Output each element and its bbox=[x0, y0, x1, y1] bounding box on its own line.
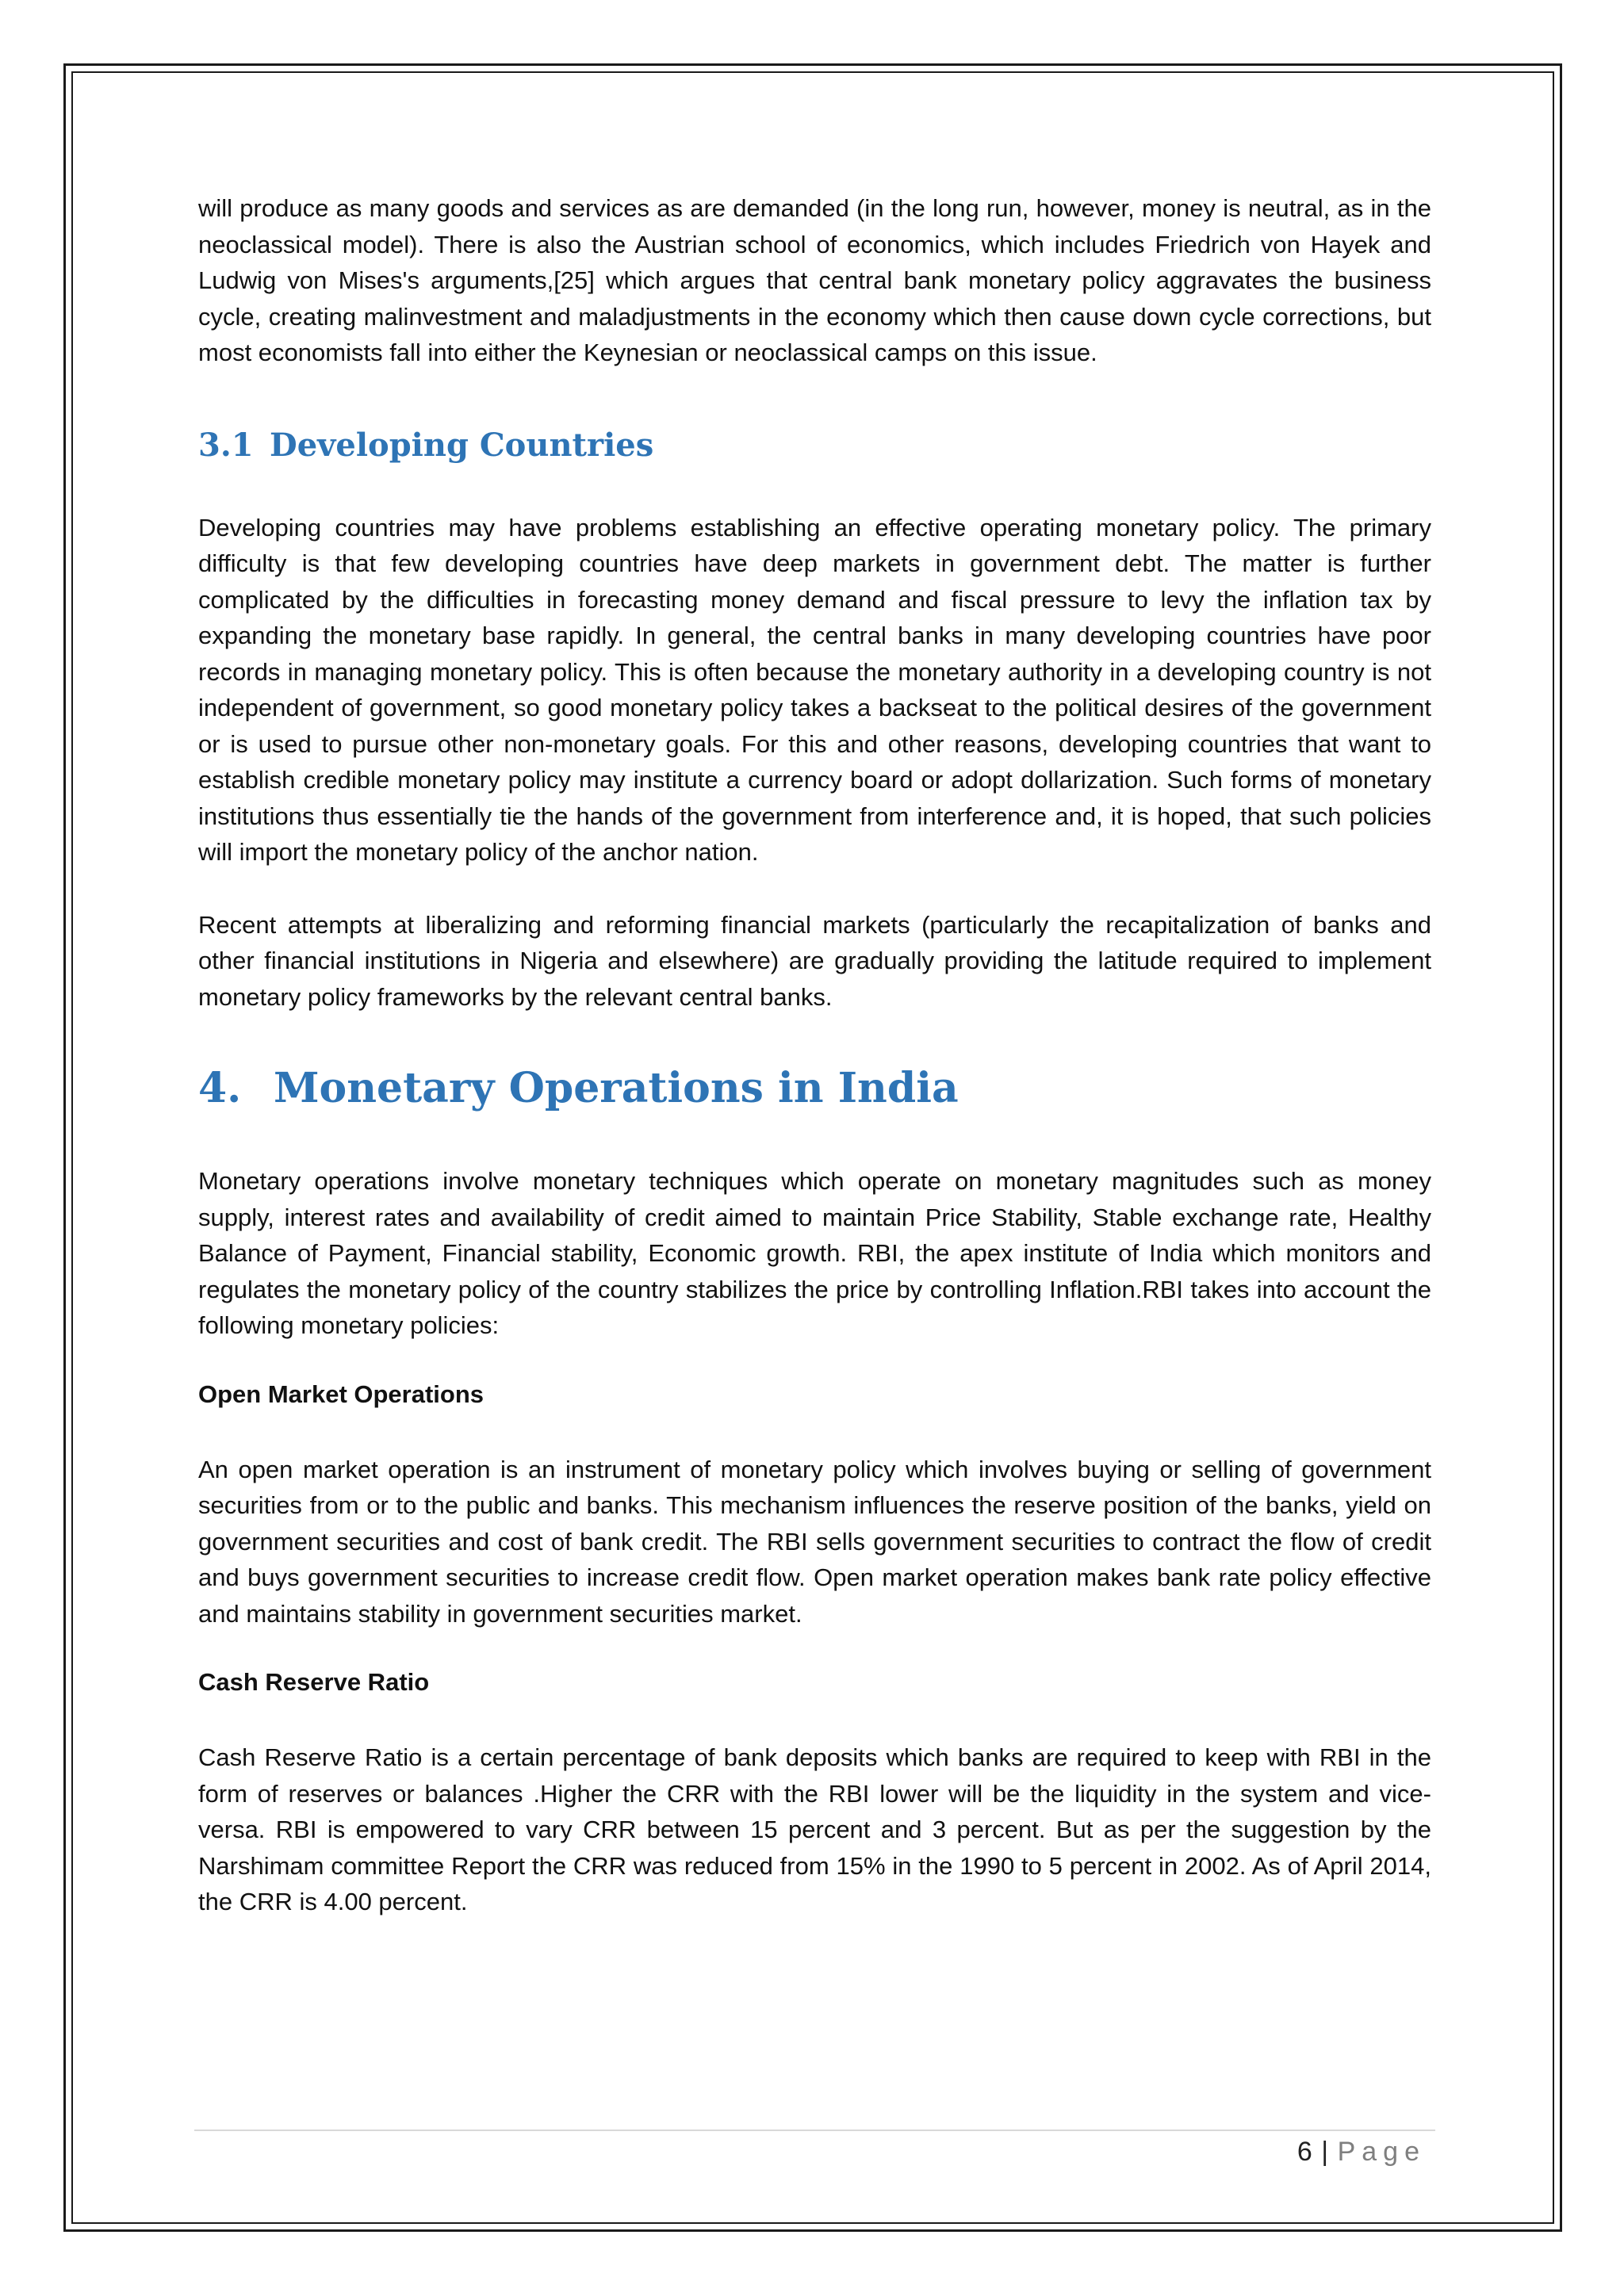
section-title: Developing Countries bbox=[270, 426, 654, 464]
page-content bbox=[198, 190, 1431, 1920]
section-heading-3-1 bbox=[198, 427, 1431, 464]
cash-reserve-ratio-paragraph: Cash Reserve Ratio is a certain percentage of bank deposits which banks are required to keep with RBI in the form of reserves or balances .Higher the CRR with the RBI lower will be the liquidity in the system and vice-versa. RBI is empowered to vary CRR between 15 percent and 3 percent. But as per the suggestion by the Narshimam committee Report the CRR was reduced from 15% in the 1990 to 5 percent in 2002. As of April 2014, the CRR is 4.00 percent. bbox=[198, 1743, 1431, 1915]
monetary-operations-paragraph: Monetary operations involve monetary techniques which operate on monetary magnitudes such as money supply, interest rates and availability of credit aimed to maintain Price Stability, Stable exchange rate, Healthy Balance of Payment, Financial stability, Economic growth. RBI, the apex institute of India which monitors and regulates the monetary policy of the country stabilizes the price by controlling Inflation.RBI takes into account the following monetary policies: bbox=[198, 1167, 1431, 1339]
section-heading-4 bbox=[198, 1064, 1431, 1112]
section-title: Monetary Operations in India bbox=[274, 1064, 959, 1112]
footer-divider bbox=[194, 2130, 1435, 2131]
page-footer bbox=[1297, 2137, 1426, 2168]
developing-countries-paragraph-1: Developing countries may have problems establishing an effective operating monetary policy. The primary difficulty is that few developing countries have deep markets in government debt. The matter is further complicated by the difficulties in forecasting money demand and fiscal pressure to levy the inflation tax by expanding the monetary base rapidly. In general, the central banks in many developing countries have poor records in managing monetary policy. This is often because the monetary authority in a developing country is not independent of government, so good monetary policy takes a backseat to the political desires of the government or is used to pursue other non-monetary goals. For this and other reasons, developing countries that want to establish credible monetary policy may institute a currency board or adopt dollarization. Such forms of monetary institutions thus essentially tie the hands of the government from interference and, it is hoped, that such policies will import the monetary policy of the anchor nation. bbox=[198, 513, 1431, 866]
cash-reserve-ratio-heading: Cash Reserve Ratio bbox=[198, 1668, 430, 1696]
page-label: Page bbox=[1337, 2137, 1426, 2167]
section-number: 4. bbox=[198, 1064, 242, 1112]
section-number: 3.1 bbox=[198, 426, 254, 464]
open-market-operations-heading: Open Market Operations bbox=[198, 1380, 485, 1408]
page-separator: | bbox=[1321, 2137, 1330, 2167]
intro-paragraph: will produce as many goods and services as are demanded (in the long run, however, money is neutral, as in the neoclassical model). There is also the Austrian school of economics, which includes Friedrich von Hayek and Ludwig von Mises's arguments,[25] which argues that central bank monetary policy aggravates the business cycle, creating malinvestment and maladjustments in the economy which then cause down cycle corrections, but most economists fall into either the Keynesian or neoclassical camps on this issue. bbox=[198, 194, 1431, 366]
page-number: 6 bbox=[1297, 2137, 1313, 2167]
open-market-operations-paragraph: An open market operation is an instrument of monetary policy which involves buying or selling of government securities from or to the public and banks. This mechanism influences the reserve position of the banks, yield on government securities and cost of bank credit. The RBI sells government securities to contract the flow of credit and buys government securities to increase credit flow. Open market operation makes bank rate policy effective and maintains stability in government securities market. bbox=[198, 1455, 1431, 1628]
developing-countries-paragraph-2: Recent attempts at liberalizing and reforming financial markets (particularly the recapitalization of banks and other financial institutions in Nigeria and elsewhere) are gradually providing the latitude required to implement monetary policy frameworks by the relevant central banks. bbox=[198, 910, 1431, 1011]
